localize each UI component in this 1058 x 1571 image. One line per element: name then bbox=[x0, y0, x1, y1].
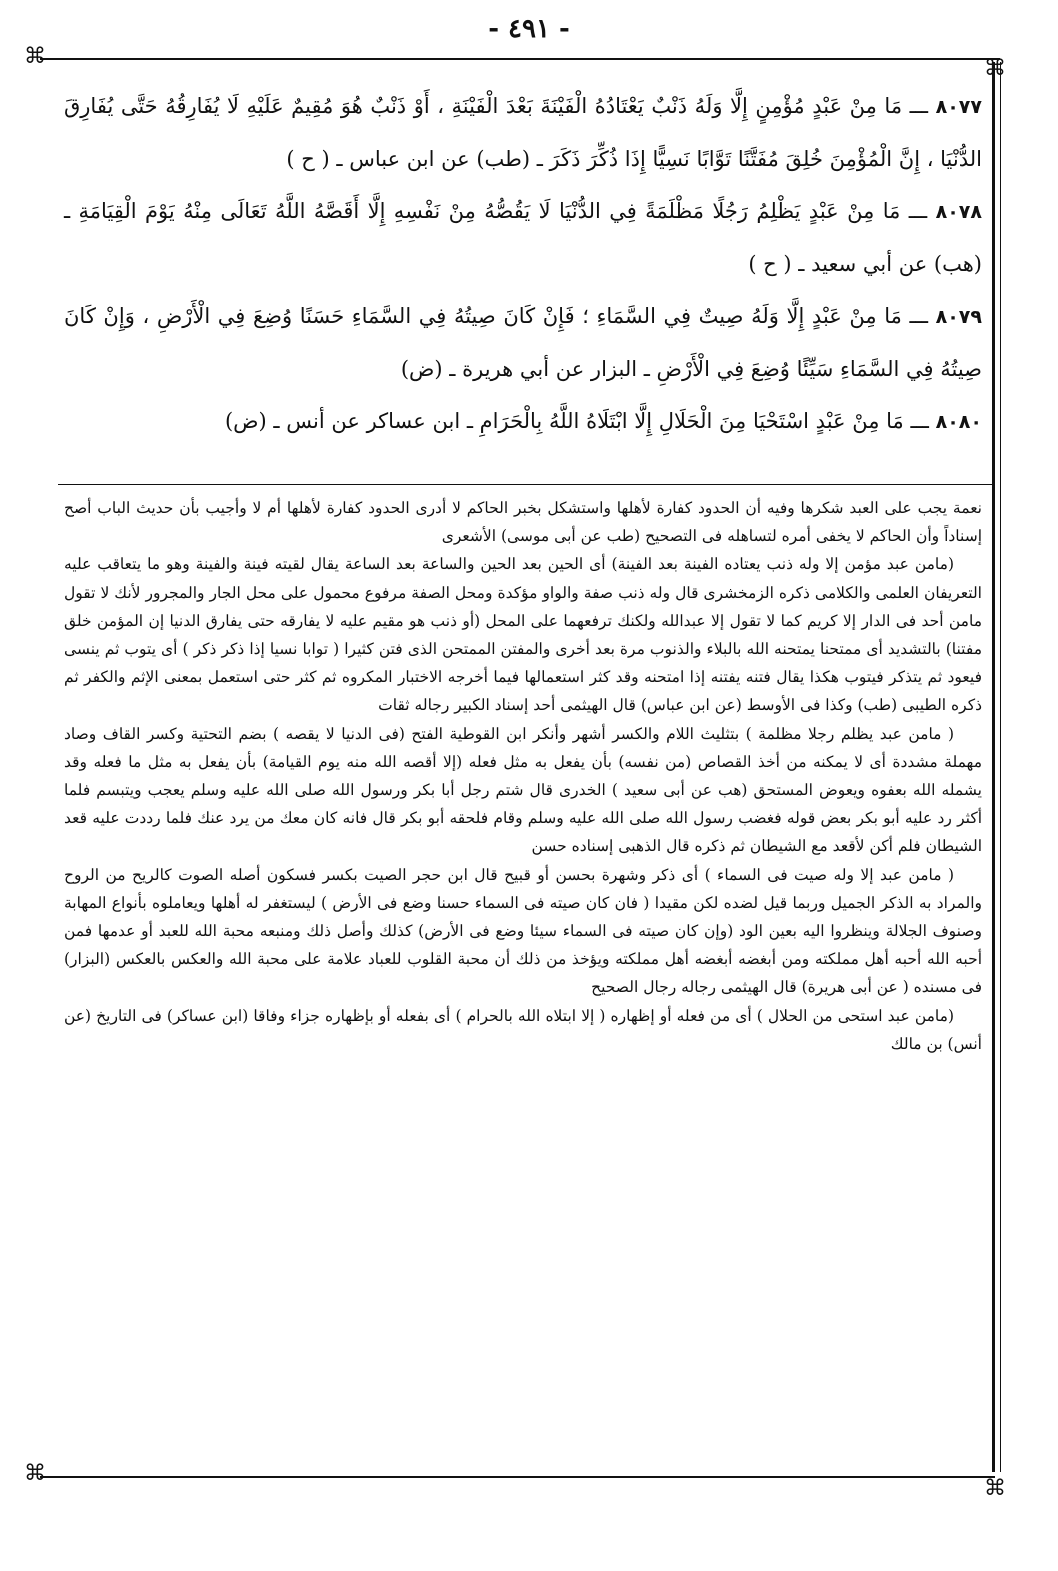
hadith-entry bbox=[64, 80, 982, 185]
corner-ornament-icon: ⌘ bbox=[24, 1461, 46, 1486]
hadith-entry bbox=[64, 185, 982, 290]
hadith-section bbox=[64, 80, 982, 448]
commentary-paragraph: ( مامن عبد إلا وله صيت فى السماء ) أى ذكر وشهرة بحسن أو قبيح قال ابن حجر الصيت بكسر فسكون أصله الصوت كالريح من الروح والمراد به الذكر الجميل وربما قيل لضده لكن مقيدا ( فان كان صيته فى السماء حسنا وضع فى الأرض ) ليستغفر له أهلها ويعاملوه بأنواع المهابة وصنوف الجلالة وينظروا اليه بعين الود (وإن كان صيته فى السماء سيئا وضع فى الأرض) كذلك وأصل ذلك ومنبعه محبة الله للعبد أو عدمها فمن أحبه الله أحبه أهل مملكته ومن أبغضه أبغضه أهل مملكته ويؤخذ من ذلك أن محبة القلوب للعباد علامة على محبة الله والعكس بالعكس (البزار) فى مسنده ( عن أبى هريرة) قال الهيثمى رجاله رجال الصحيح bbox=[64, 865, 982, 997]
hadith-text: ـــ مَا مِنْ عَبْدٍ يَظْلِمُ رَجُلًا مَظْلَمَةً فِي الدُّنْيَا لَا يَقُصُّهُ مِنْ نَفْسِهِ إِلَّا أَقَصَّهُ اللَّهُ تَعَالَى مِنْهُ يَوْمَ الْقِيَامَةِ ـ (هب) عن أبي سعيد ـ ( ح ) bbox=[64, 199, 982, 276]
hadith-text: ـــ مَا مِنْ عَبْدٍ اسْتَحْيَا مِنَ الْحَلَالِ إِلَّا ابْتَلَاهُ اللَّهُ بِالْحَرَامِ ـ ابن عساكر عن أنس ـ (ض) bbox=[224, 409, 936, 433]
commentary-paragraph: (مامن عبد استحى من الحلال ) أى من فعله أو إظهاره ( إلا ابتلاه الله بالحرام ) أى بفعله أو بإظهاره جزاء وفاقا (ابن عساكر) فى التاريخ (عن أنس) بن مالك bbox=[64, 1006, 982, 1053]
frame-bottom-rule bbox=[40, 1476, 995, 1478]
frame-top-rule bbox=[40, 58, 1000, 60]
commentary-paragraph: (مامن عبد مؤمن إلا وله ذنب يعتاده الفينة بعد الفينة) أى الحين بعد الحين والساعة بعد الساعة يقال لقيته فينة والفينة وهو ما يتعاقب عليه التعريفان العلمى والكلامى ذكره الزمخشرى قال وله ذنب صفة والواو مؤكدة ومحل الصفة مرفوع محمول على محل الجار والمجرور لأنك لا تقول مامن أحد فى الدار إلا كريم كما لا تقول إلا عبدالله ولكنك ترفعهما على المحل (أو ذنب هو مقيم عليه لا يفارقه حتى يفارق الدنيا إن المؤمن خلق مفتنا) بالتشديد أى ممتحنا يمتحنه الله بالبلاء والذنوب مرة بعد أخرى والمفتن الممتحن الذى فتن كثيرا ( توابا نسيا إذا ذكر ذكر ) أى يتوب ثم ينسى فيعود ثم يتذكر فيتوب هكذا يقال فتنه يفتنه إذا امتحنه وقد كثر استعمالها فيما أخرجه الاختبار المكروه ثم كثر حتى استعمل بمعنى الإثم والكفر ثم ذكره الطيبى (طب) وكذا فى الأوسط (عن ابن عباس) قال الهيثمى أحد إسناد الكبير رجاله ثقات bbox=[64, 555, 982, 715]
section-separator bbox=[58, 484, 992, 485]
frame-right-rule bbox=[992, 62, 995, 1472]
corner-ornament-icon: ⌘ bbox=[984, 56, 1006, 81]
commentary-paragraph: نعمة يجب على العبد شكرها وفيه أن الحدود كفارة لأهلها واستشكل بخبر الحاكم لا أدرى الحدود كفارة لأهلها أم لا وأجيب بأن حديث الباب أصح إسناداً وأن الحاكم لا يخفى أمره لتساهله فى التصحيح (طب عن أبى موسى) الأشعرى bbox=[64, 499, 982, 546]
corner-ornament-icon: ⌘ bbox=[24, 44, 46, 69]
hadith-number: ٨٠٧٨ bbox=[935, 201, 982, 223]
corner-ornament-icon: ⌘ bbox=[984, 1476, 1006, 1501]
page-number: - ٤٩١ - bbox=[488, 14, 570, 44]
hadith-number: ٨٠٨٠ bbox=[935, 411, 982, 433]
commentary-section bbox=[64, 494, 982, 1058]
frame-right-rule-inner bbox=[1000, 62, 1001, 1472]
hadith-text: ـــ مَا مِنْ عَبْدٍ مُؤْمِنٍ إِلَّا وَلَهُ ذَنْبٌ يَعْتَادُهُ الْفَيْنَةَ بَعْدَ الْفَيْنَةِ ، أَوْ ذَنْبٌ هُوَ مُقِيمٌ عَلَيْهِ لَا يُفَارِقُهُ حَتَّى يُفَارِقَ الدُّنْيَا ، إِنَّ الْمُؤْمِنَ خُلِقَ مُفَتَّنًا تَوَّابًا نَسِيًّا إِذَا ذُكِّرَ ذَكَرَ ـ (طب) عن ابن عباس ـ ( ح ) bbox=[64, 94, 982, 171]
commentary-paragraph: ( مامن عبد يظلم رجلا مظلمة ) بتثليث اللام والكسر أشهر وأنكر ابن القوطية الفتح (فى الدنيا لا يقصه ) بضم التحتية وكسر القاف وصاد مهملة مشددة أى لا يمكنه من أخذ القصاص (من نفسه) بأن يفعل به مثل فعله (إلا أقصه الله منه يوم القيامة) بأن يفعل به مثل ما فعله وقد يشمله الله بعفوه ويعوض المستحق (هب عن أبى سعيد ) الخدرى قال شتم رجل أبا بكر ورسول الله صلى الله عليه وسلم يعجب ويتبسم فلما أكثر رد عليه أبو بكر بعض قوله فغضب رسول الله صلى الله عليه وسلم وقام فلحقه أبو بكر قال فانه كان معك من يرد عنك فلما رددت عليه قعد الشيطان فلم أكن لأقعد مع الشيطان ثم ذكره قال الذهبى إسناده حسن bbox=[64, 724, 982, 856]
hadith-text: ـــ مَا مِنْ عَبْدٍ إِلَّا وَلَهُ صِيتٌ فِي السَّمَاءِ ؛ فَإِنْ كَانَ صِيتُهُ فِي السَّمَاءِ حَسَنًا وُضِعَ فِي الْأَرْضِ ، وَإِنْ كَانَ صِيتُهُ فِي السَّمَاءِ سَيِّئًا وُضِعَ فِي الْأَرْضِ ـ البزار عن أبي هريرة ـ (ض) bbox=[64, 304, 982, 381]
hadith-entry bbox=[64, 290, 982, 395]
hadith-number: ٨٠٧٩ bbox=[935, 306, 982, 328]
hadith-entry bbox=[64, 395, 982, 448]
hadith-number: ٨٠٧٧ bbox=[935, 96, 982, 118]
